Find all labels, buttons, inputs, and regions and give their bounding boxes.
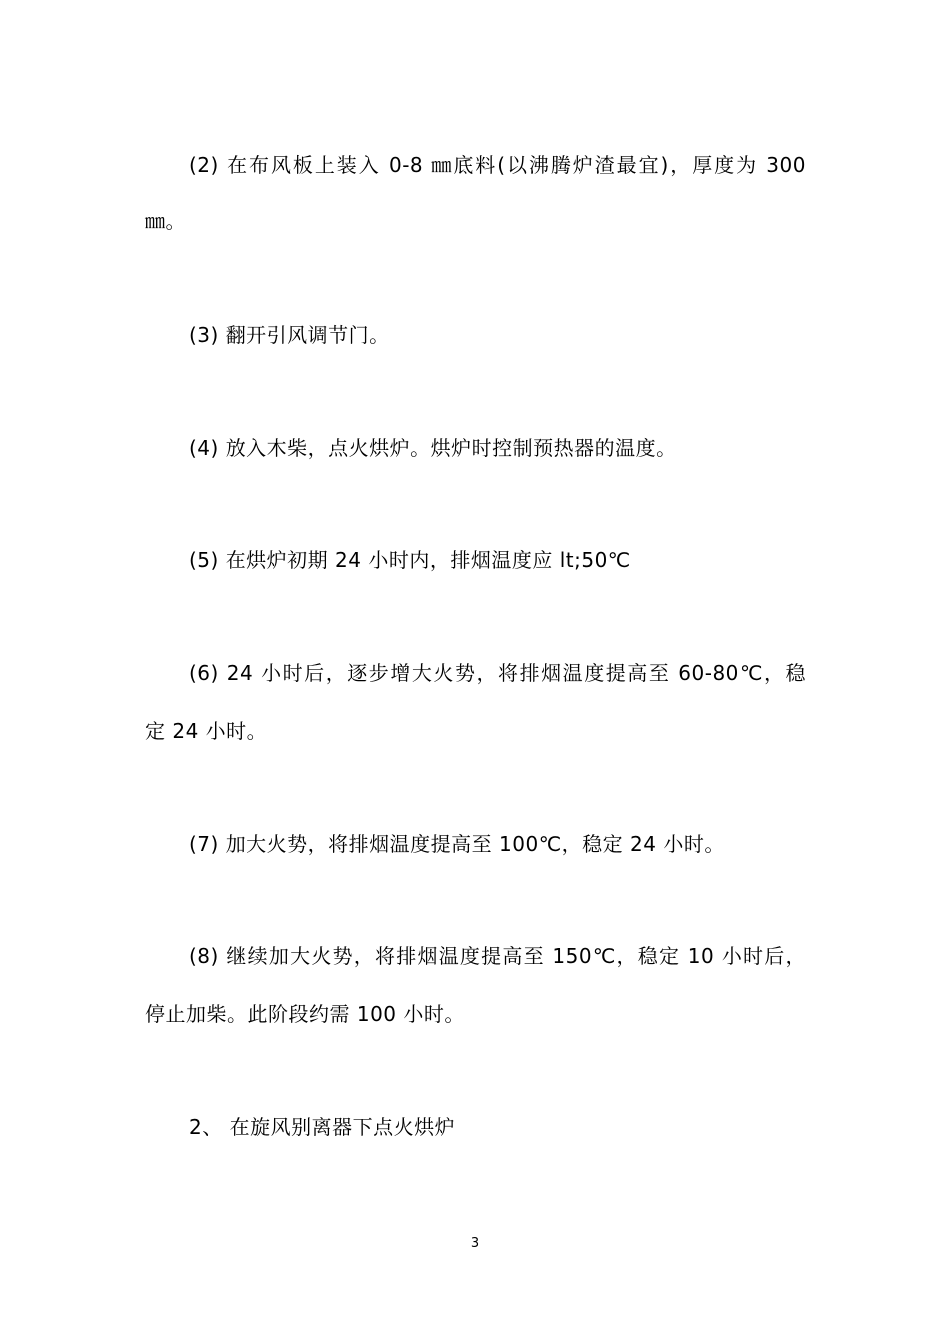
paragraph-2-line-2: ㎜。 (145, 209, 186, 233)
section-heading-2: 2、 在旋风别离器下点火烘炉 (189, 1115, 456, 1139)
paragraph-8-line-1: (8) 继续加大火势，将排烟温度提高至 150℃，稳定 10 小时后， (189, 944, 806, 968)
paragraph-6-line-1: (6) 24 小时后，逐步增大火势，将排烟温度提高至 60-80℃，稳 (189, 661, 806, 685)
paragraph-3: (3) 翻开引风调节门。 (189, 323, 390, 347)
paragraph-2-line-1: (2) 在布风板上装入 0-8 ㎜底料(以沸腾炉渣最宜)，厚度为 300 (189, 153, 806, 177)
paragraph-4: (4) 放入木柴，点火烘炉。烘炉时控制预热器的温度。 (189, 436, 677, 460)
paragraph-8-line-2: 停止加柴。此阶段约需 100 小时。 (145, 1002, 465, 1026)
paragraph-7: (7) 加大火势，将排烟温度提高至 100℃，稳定 24 小时。 (189, 832, 725, 856)
page-number: 3 (470, 1236, 480, 1251)
paragraph-6-line-2: 定 24 小时。 (145, 719, 268, 743)
paragraph-5: (5) 在烘炉初期 24 小时内，排烟温度应 lt;50℃ (189, 548, 631, 572)
